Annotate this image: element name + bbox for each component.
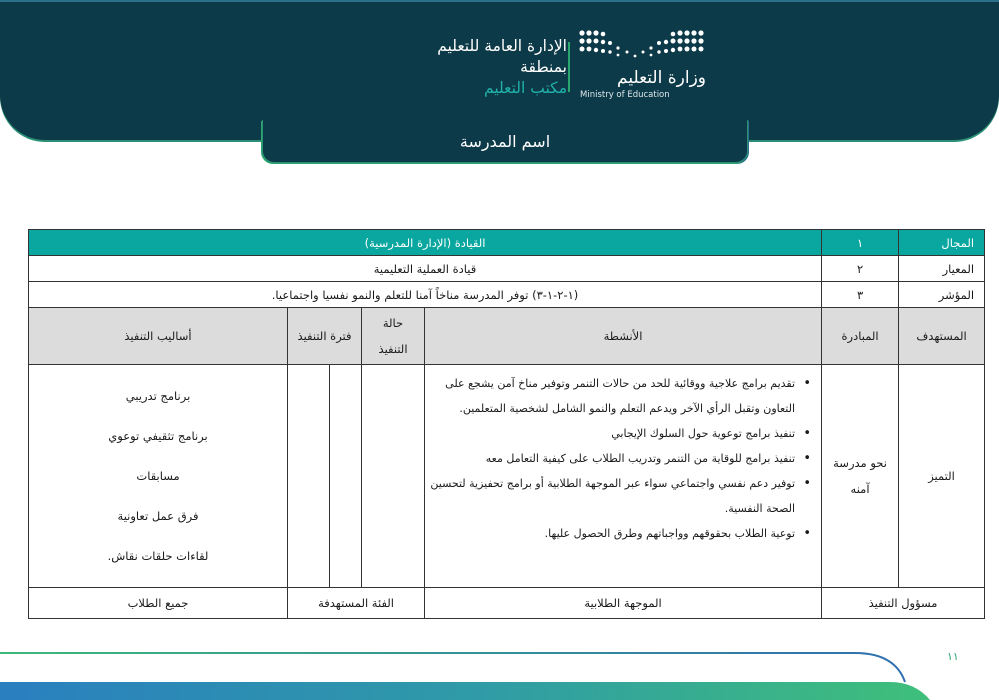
indicator-row [29,282,985,308]
period-cell-b[interactable] [288,365,330,588]
target-value: التميز [899,365,985,588]
logo-english-text: Ministry of Education [580,90,670,100]
audience-value: جميع الطلاب [29,588,288,619]
col-target: المستهدف [899,308,985,365]
directorate-line2: بمنطقة [520,58,567,76]
office-name: مكتب التعليم [484,79,567,97]
directorate-line1: الإدارة العامة للتعليم [437,37,567,55]
methods-cell [29,365,288,588]
col-initiative: المبادرة [822,308,899,365]
indicator-value: (١-٢-١-٣) توفر المدرسة مناخاً آمنا للتعلم والنمو نفسيا واجتماعيا. [29,282,822,308]
status-cell[interactable] [362,365,425,588]
col-status: حالة التنفيذ [362,308,425,365]
period-cell-a[interactable] [330,365,362,588]
activity-item: • تنفيذ برامج للوقاية من التنمر وتدريب الطلاب على كيفية التعامل معه [429,446,795,471]
method-item: برنامج تدريبي [125,389,191,403]
domain-label: المجال [899,230,985,256]
standard-label: المعيار [899,256,985,282]
standard-number: ٢ [822,256,899,282]
school-name-tab [262,120,748,163]
responsible-value: الموجهة الطلابية [425,588,822,619]
activities-list [429,371,809,546]
domain-row [29,230,985,256]
activities-cell [425,365,822,588]
standard-row [29,256,985,282]
domain-number: ١ [822,230,899,256]
body-row [29,365,985,588]
logo-arabic-text: وزارة التعليم [617,68,706,88]
col-activities: الأنشطة [425,308,822,365]
directorate-text [437,36,567,99]
activity-item: • تقديم برامج علاجية ووقائية للحد من حالات التنمر وتوفير مناخ آمن يشجع على التعاون وتقبل الرأي الآخر ويدعم التعلم والنمو الشامل لشخصية المتعلمين. [429,371,795,421]
page-number: ١١ [947,650,959,663]
domain-value: القيادة (الإدارة المدرسية) [29,230,822,256]
activity-item: • توفير دعم نفسي واجتماعي سواء عبر الموجهة الطلابية أو برامج تحفيزية لتحسين الصحة النفسية. [429,471,795,521]
method-item: فرق عمل تعاونية [117,509,199,523]
method-item: مسابقات [136,469,180,483]
responsible-label: مسؤول التنفيذ [822,588,985,619]
ministry-dots-icon [578,28,708,64]
school-name: اسم المدرسة [459,131,551,151]
col-methods: أساليب التنفيذ [29,308,288,365]
activity-item: • توعية الطلاب بحقوقهم وواجباتهم وطرق الحصول عليها. [429,521,795,546]
standard-value: قيادة العملية التعليمية [29,256,822,282]
header-divider [568,42,570,92]
footer-decoration [0,650,930,700]
plan-table [28,229,985,619]
banner-top-line [0,0,999,2]
col-period: فترة التنفيذ [288,308,362,365]
column-header-row [29,308,985,365]
initiative-value: نحو مدرسة آمنه [822,365,899,588]
audience-label: الفئة المستهدفة [288,588,425,619]
ministry-logo [578,28,708,104]
indicator-number: ٣ [822,282,899,308]
activity-item: • تنفيذ برامج توعوية حول السلوك الإيجابي [429,421,795,446]
method-item: برنامج تثقيفي توعوي [108,429,208,443]
method-item: لقاءات حلقات نقاش. [107,549,209,563]
indicator-label: المؤشر [899,282,985,308]
footer-row [29,588,985,619]
